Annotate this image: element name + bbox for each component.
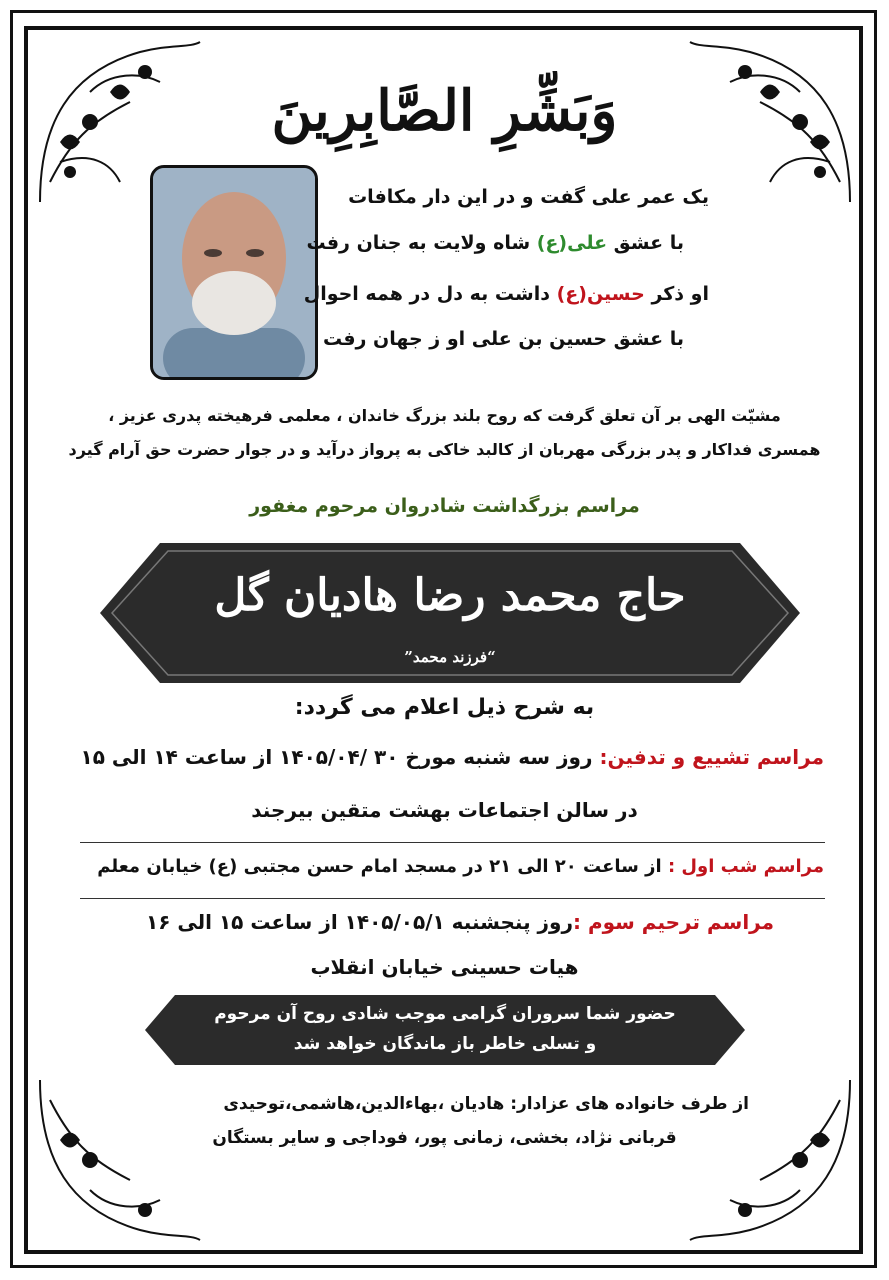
- deceased-name: حاج محمد رضا هادیان گل: [214, 570, 686, 621]
- first-night-line: مراسم شب اول : از ساعت ۲۰ الی ۲۱ در مسجد امام حسن مجتبی (ع) خیابان معلم: [97, 856, 824, 877]
- deceased-photo: [150, 165, 318, 380]
- burial-line: مراسم تشییع و تدفین: روز سه شنبه مورخ ۳۰ /۱۴۰۵/۰۴ از ساعت ۱۴ الی ۱۵: [80, 745, 824, 769]
- floral-ornament-icon: [30, 1070, 210, 1250]
- third-day-line: مراسم ترحیم سوم :روز پنجشنبه ۱۴۰۵/۰۵/۱ از ساعت ۱۵ الی ۱۶: [146, 910, 774, 934]
- divider: [80, 898, 825, 899]
- divider: [80, 842, 825, 843]
- notice-line-1: حضور شما سروران گرامی موجب شادی روح آن مرحوم: [214, 1004, 676, 1024]
- third-day-place: هیات حسینی خیابان انقلاب: [310, 955, 579, 979]
- notice-line-2: و تسلی خاطر باز ماندگان خواهد شد: [293, 1034, 597, 1054]
- announce-text: به شرح ذیل اعلام می گردد:: [294, 695, 595, 720]
- poem-line-4: با عشق حسین بن علی او ز جهان رفت: [322, 328, 684, 350]
- burial-place: در سالن اجتماعات بهشت متقین بیرجند: [251, 798, 638, 822]
- highlight-name: علی(ع): [536, 232, 608, 254]
- intro-line-1: مشیّت الهی بر آن تعلق گرفت که روح بلند بزرگ خاندان ، معلمی فرهیخته پدری عزیز ،: [108, 406, 781, 425]
- intro-line-2: همسری فداکار و پدر بزرگی مهربان از کالبد خاکی به پرواز درآید و در جوار حضرت حق آرام گیرد: [68, 440, 821, 459]
- ceremony-title: مراسم بزرگداشت شادروان مرحوم مغفور: [249, 495, 640, 517]
- family-line-1: از طرف خانواده های عزادار: هادیان ،بهاءالدین،هاشمی،توحیدی: [223, 1094, 749, 1114]
- quran-verse-heading: وَبَشِّرِ الصَّابِرِينَ: [271, 78, 618, 144]
- deceased-subtitle: “فرزند محمد”: [404, 648, 496, 666]
- highlight-name: حسین(ع): [556, 283, 645, 305]
- family-line-2: قربانی نژاد، بخشی، زمانی پور، فوداجی و سایر بستگان: [212, 1128, 677, 1148]
- poem-line-3: او ذکر حسین(ع) داشت به دل در همه احوال: [303, 283, 709, 305]
- poem-line-2: با عشق علی(ع) شاه ولایت به جنان رفت: [306, 232, 684, 254]
- poem-line-1: یک عمر علی گفت و در این دار مکافات: [348, 186, 709, 208]
